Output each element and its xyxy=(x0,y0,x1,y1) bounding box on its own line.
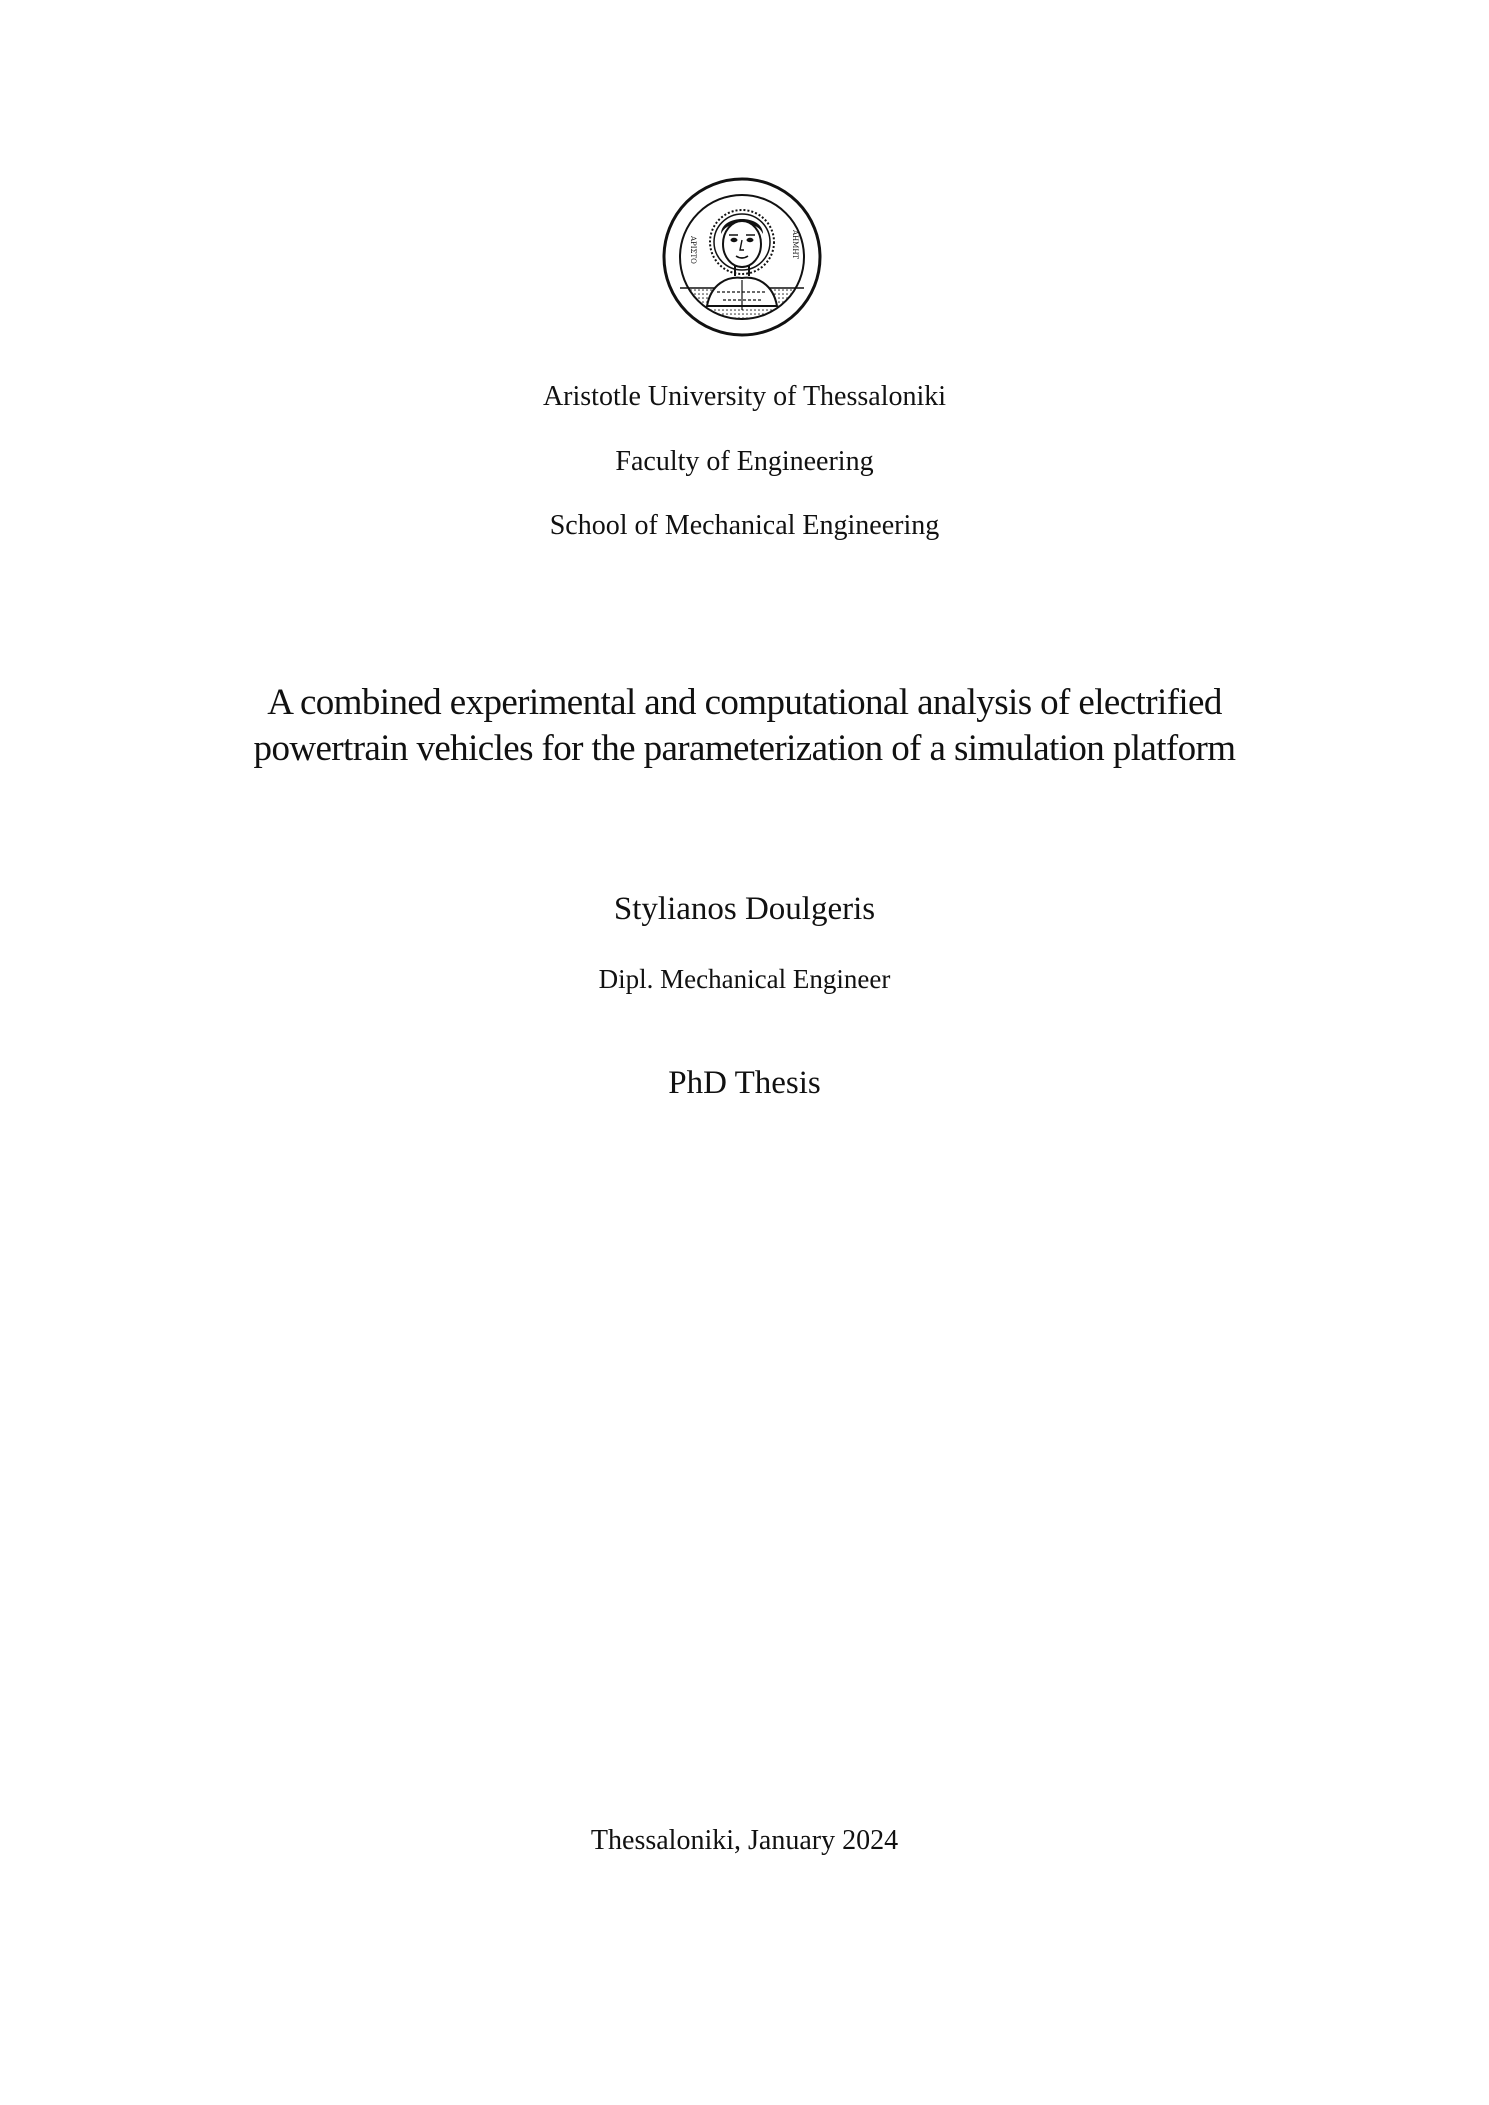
thesis-type: PhD Thesis xyxy=(668,1065,821,1101)
school-name: School of Mechanical Engineering xyxy=(549,510,940,541)
author-name: Stylianos Doulgeris xyxy=(613,891,876,927)
university-name: Aristotle University of Thessaloniki xyxy=(542,381,947,412)
faculty-name: Faculty of Engineering xyxy=(615,446,874,477)
seal-inscription-right: ΑΗΜΗΤ xyxy=(791,230,799,260)
university-seal-logo xyxy=(661,176,823,338)
seal-inscription-left: ΑΡΙΣΤΟ xyxy=(689,236,697,264)
thesis-title-line-2: powertrain vehicles for the parameterization of a simulation platform xyxy=(253,728,1236,769)
thesis-title-line-1: A combined experimental and computational analysis of electrified xyxy=(267,682,1222,723)
author-degree: Dipl. Mechanical Engineer xyxy=(598,964,891,994)
place-and-date: Thessaloniki, January 2024 xyxy=(590,1825,899,1856)
